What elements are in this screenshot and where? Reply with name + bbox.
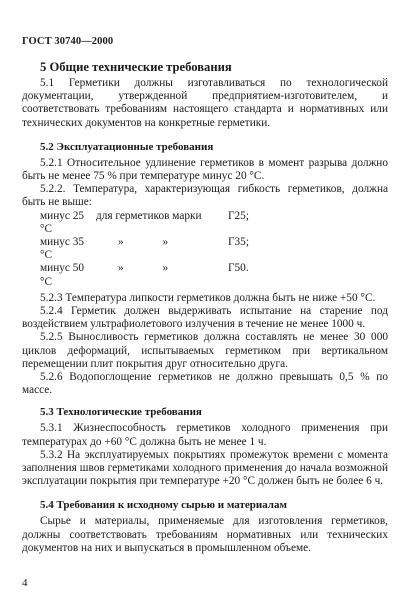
sealant-grade: Г50. <box>228 262 249 275</box>
temperature-description: » » <box>118 262 169 275</box>
paragraph-5-3-1: 5.3.1 Жизнеспособность герметиков холодного применения при температурах до +60 °С должна быть не менее 1 ч. <box>22 422 388 448</box>
section-5-3-title: 5.3 Технологические требования <box>40 406 202 419</box>
paragraph-5-1: 5.1 Герметики должны изготавливаться по технологической документации, утвержденной предприятием-изготовителем, и соответствовать требованиям настоящего стандарта и нормативных или технических документов на конкретные герметики. <box>22 77 388 129</box>
temperature-description: для герметиков марки <box>96 209 202 222</box>
paragraph-5-2-2: 5.2.2. Температура, характеризующая гибкость герметиков, должна быть не выше: <box>22 183 388 209</box>
paragraph-5-2-3: 5.2.3 Температура липкости герметиков должна быть не ниже +50 °С. <box>40 291 376 304</box>
paragraph-5-3-2: 5.3.2 На эксплуатируемых покрытиях промежуток времени с момента заполнения швов герметиками холодного применения до начала возможной эксплуатации покрытия при температуре +20 °С должен быть не более 6 ч. <box>22 448 388 488</box>
temperature-value: минус 50 °С <box>40 262 85 288</box>
document-body <box>22 56 388 555</box>
temperature-value: минус 25 °С <box>40 209 85 235</box>
paragraph-5-4-1: Сырье и материалы, применяемые для изготовления герметиков, должны соответствовать требованиям нормативных или технических документов на них и выпускаться в промышленном объеме. <box>22 515 388 554</box>
temperature-list <box>22 210 388 289</box>
temperature-description: » » <box>118 236 169 249</box>
paragraph-5-2-4: 5.2.4 Герметик должен выдерживать испытание на старение под воздействием ультрафиолетового излучения в течение не менее 1000 ч. <box>22 305 388 331</box>
page-number: 4 <box>22 577 28 589</box>
temperature-row <box>40 210 388 236</box>
paragraph-5-2-1: 5.2.1 Относительное удлинение герметиков в момент разрыва должно быть не менее 75 % при температуре минус 20 °С. <box>22 156 388 183</box>
section-5-4-title: 5.4 Требования к исходному сырью и материалам <box>40 499 287 512</box>
section-5-title: 5 Общие технические требования <box>40 60 232 74</box>
sealant-grade: Г35; <box>228 236 249 249</box>
paragraph-5-2-5: 5.2.5 Выносливость герметиков должна составлять не менее 30 000 циклов деформаций, испытываемых герметиком при вертикальном перемещении плит покрытия друг относительно друга. <box>22 331 388 370</box>
paragraph-5-2-6: 5.2.6 Водопоглощение герметиков не должно превышать 0,5 % по массе. <box>22 371 388 397</box>
section-5-2-title: 5.2 Эксплуатационные требования <box>40 140 214 153</box>
document-header: ГОСТ 30740—2000 <box>22 36 114 47</box>
sealant-grade: Г25; <box>228 209 249 222</box>
document-page <box>22 0 388 616</box>
temperature-row <box>40 262 388 288</box>
temperature-row <box>40 236 388 262</box>
temperature-value: минус 35 °С <box>40 236 85 262</box>
